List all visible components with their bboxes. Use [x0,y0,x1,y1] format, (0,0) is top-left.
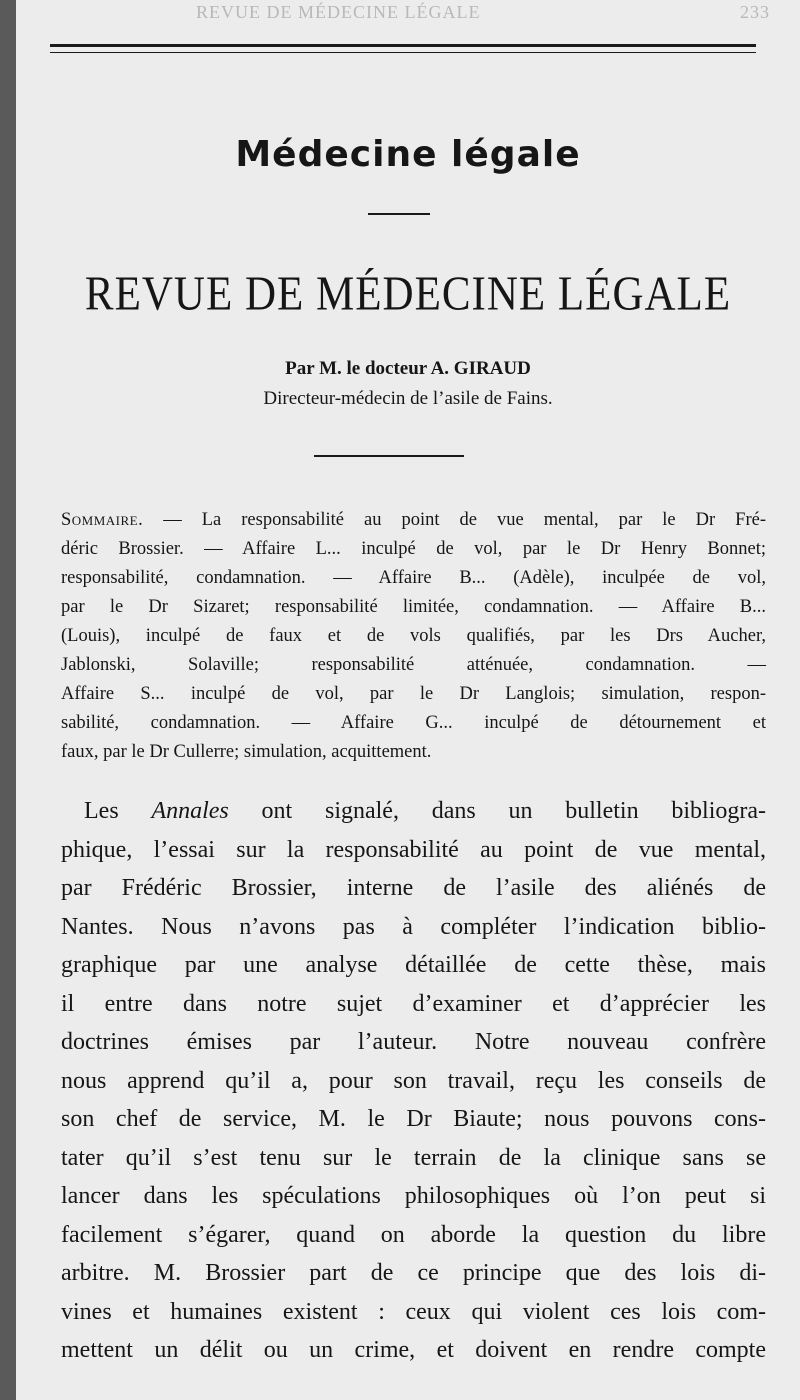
body-line: arbitre. M. Brossier part de ce principe que des lois di- [61,1260,766,1286]
summary-line: faux, par le Dr Cullerre; simulation, acquittement. [61,742,432,762]
summary-line-text: — La responsabilité au point de vue mental, par le Dr Fré- [143,510,766,530]
article-title: REVUE DE MÉDECINE LÉGALE [84,268,732,321]
summary-line: sabilité, condamnation. — Affaire G... inculpé de détournement et [61,713,766,733]
body-line: doctrines émises par l’auteur. Notre nouveau confrère [61,1029,766,1055]
summary-label: Sommaire. [61,510,144,530]
journal-name: Annales [151,798,229,824]
body-line: par Frédéric Brossier, interne de l’asile des aliénés de [61,875,766,901]
summary-line: Affaire S... inculpé de vol, par le Dr Langlois; simulation, respon- [61,684,766,704]
body-line-pre: Les [84,798,152,824]
title-divider [368,213,430,215]
running-head [196,2,770,23]
summary-line: par le Dr Sizaret; responsabilité limitée, condamnation. — Affaire B... [61,597,766,617]
summary-line [61,506,766,535]
body-line: Nantes. Nous n’avons pas à compléter l’indication biblio- [61,913,766,940]
running-head-title: REVUE DE MÉDECINE LÉGALE [196,2,481,22]
body-line: vines et humaines existent : ceux qui violent ces lois com- [61,1298,766,1325]
body-line: graphique par une analyse détaillée de cette thèse, mais [61,952,766,978]
header-rule-thin [50,52,756,53]
body-line: lancer dans les spéculations philosophiques où l’on peut si [61,1183,766,1209]
author-byline: Par M. le docteur A. GIRAUD [285,358,531,379]
summary-line: Jablonski, Solaville; responsabilité atténuée, condamnation. — [61,655,766,675]
body-line: phique, l’essai sur la responsabilité au point de vue mental, [61,836,766,863]
summary-divider [314,455,464,457]
body-line: tater qu’il s’est tenu sur le terrain de la clinique sans se [61,1144,766,1171]
summary-line: (Louis), inculpé de faux et de vols qualifiés, par les Drs Aucher, [61,626,766,646]
header-rule-thick [50,44,756,47]
section-title: Médecine légale [235,134,581,175]
body-line: nous apprend qu’il a, pour son travail, reçu les conseils de [61,1067,766,1094]
body-line: mettent un délit ou un crime, et doivent en rendre compte [61,1337,766,1363]
body-line-post: ont signalé, dans un bulletin bibliogra- [228,798,767,824]
document-page [16,0,800,1400]
summary-line: responsabilité, condamnation. — Affaire B... (Adèle), inculpée de vol, [61,568,766,588]
body-line: son chef de service, M. le Dr Biaute; nous pouvons cons- [61,1106,766,1132]
page-number: 233 [740,2,770,22]
body-line: facilement s’égarer, quand on aborde la question du libre [61,1221,766,1248]
author-affiliation: Directeur-médecin de l’asile de Fains. [263,388,553,409]
summary-block [61,506,766,767]
body-text [61,792,766,1370]
body-line [61,792,766,831]
body-line: il entre dans notre sujet d’examiner et d’apprécier les [61,990,766,1017]
summary-line: déric Brossier. — Affaire L... inculpé de vol, par le Dr Henry Bonnet; [61,539,766,559]
